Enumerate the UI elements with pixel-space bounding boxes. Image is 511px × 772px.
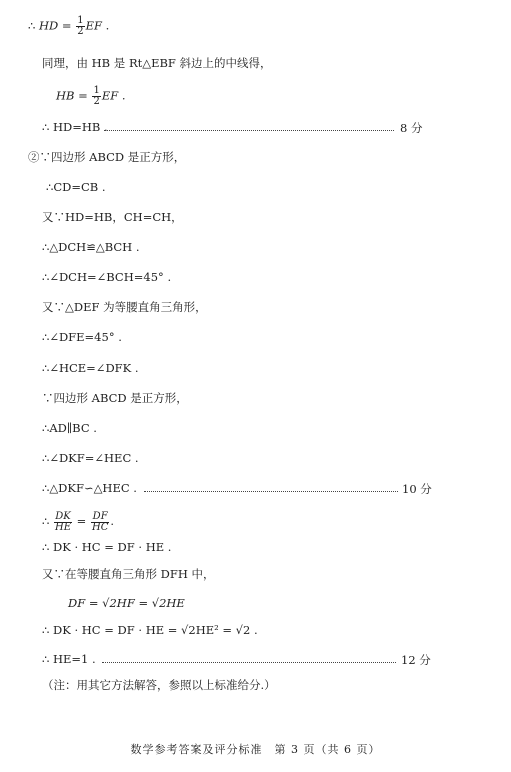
frac-denominator: 2 <box>93 96 100 107</box>
proof-line-isosceles: 又∵△DEF 为等腰直角三角形， <box>42 300 207 314</box>
proof-line-hd-eq-hb: ∴ HD=HB . <box>42 120 108 134</box>
lhs-term: HD <box>38 18 59 33</box>
proof-line-square: ∵四边形 ABCD 是正方形， <box>42 391 188 405</box>
score-leader-dots <box>144 491 398 492</box>
period: . <box>118 88 126 103</box>
proof-line-df-sqrt2: DF = √2HF = √2HE <box>68 596 185 610</box>
proof-line-hd <box>28 16 109 37</box>
lhs-term: HB <box>56 88 75 103</box>
therefore-symbol: ∴ <box>28 18 39 33</box>
rhs-term: EF <box>101 88 119 103</box>
frac-numerator: DF <box>92 510 108 522</box>
score-10: 10 分 <box>402 482 432 496</box>
proof-line-parallel: ∴AD∥BC . <box>42 421 97 435</box>
proof-line-dkf-hec: ∴∠DKF=∠HEC . <box>42 451 139 465</box>
equals-sign: = <box>73 514 90 528</box>
equals-sign: = <box>58 18 76 33</box>
score-12: 12 分 <box>401 653 431 667</box>
fraction-df-hc <box>91 512 109 533</box>
proof-line-similar: ∴△DKF∽△HEC . <box>42 481 137 495</box>
score-leader-dots <box>102 662 396 663</box>
proof-line-hb <box>56 86 126 107</box>
proof-line-triangle-dfh: 又∵在等腰直角三角形 DFH 中， <box>42 567 215 581</box>
proof-line-hd-hb-ch: 又∵HD=HB，CH=CH， <box>42 210 183 224</box>
score-8: 8 分 <box>400 121 423 135</box>
frac-numerator: DK <box>55 510 71 522</box>
proof-line-hce-dfk: ∴∠HCE=∠DFK . <box>42 361 139 375</box>
score-leader-dots <box>104 130 394 131</box>
proof-line-angles-45: ∴∠DCH=∠BCH=45° . <box>42 270 172 284</box>
proof-line-product: ∴ DK · HC = DF · HE . <box>42 540 172 554</box>
fraction-half <box>92 86 100 107</box>
proof-line-part2: ②∵四边形 ABCD 是正方形， <box>28 150 186 164</box>
page-footer: 数学参考答案及评分标准 第 3 页（共 6 页） <box>130 743 381 756</box>
proof-line-similarly: 同理，由 HB 是 Rt△EBF 斜边上的中线得， <box>42 56 272 70</box>
fraction-half <box>76 16 84 37</box>
proof-line-product-sqrt2: ∴ DK · HC = DF · HE = √2HE² = √2 . <box>42 623 258 637</box>
equals-sign: = <box>74 88 92 103</box>
period: . <box>110 514 114 528</box>
period: . <box>101 18 110 33</box>
frac-denominator: 2 <box>77 26 84 37</box>
therefore-symbol: ∴ <box>42 514 53 528</box>
frac-denominator: HC <box>91 521 109 533</box>
frac-numerator: 1 <box>93 85 100 96</box>
frac-denominator: HE <box>54 521 72 533</box>
grading-note: （注：用其它方法解答，参照以上标准给分.） <box>42 678 276 692</box>
proof-line-dfe: ∴∠DFE=45° . <box>42 330 122 344</box>
proof-line-congruent: ∴△DCH≌△BCH . <box>42 240 140 254</box>
proof-line-cd-cb: ∴CD=CB . <box>46 180 106 194</box>
rhs-term: EF <box>85 18 102 33</box>
proof-line-he-1: ∴ HE=1 . <box>42 652 96 666</box>
frac-numerator: 1 <box>77 15 84 26</box>
proof-line-ratio <box>42 508 114 534</box>
fraction-dk-he <box>54 512 72 533</box>
